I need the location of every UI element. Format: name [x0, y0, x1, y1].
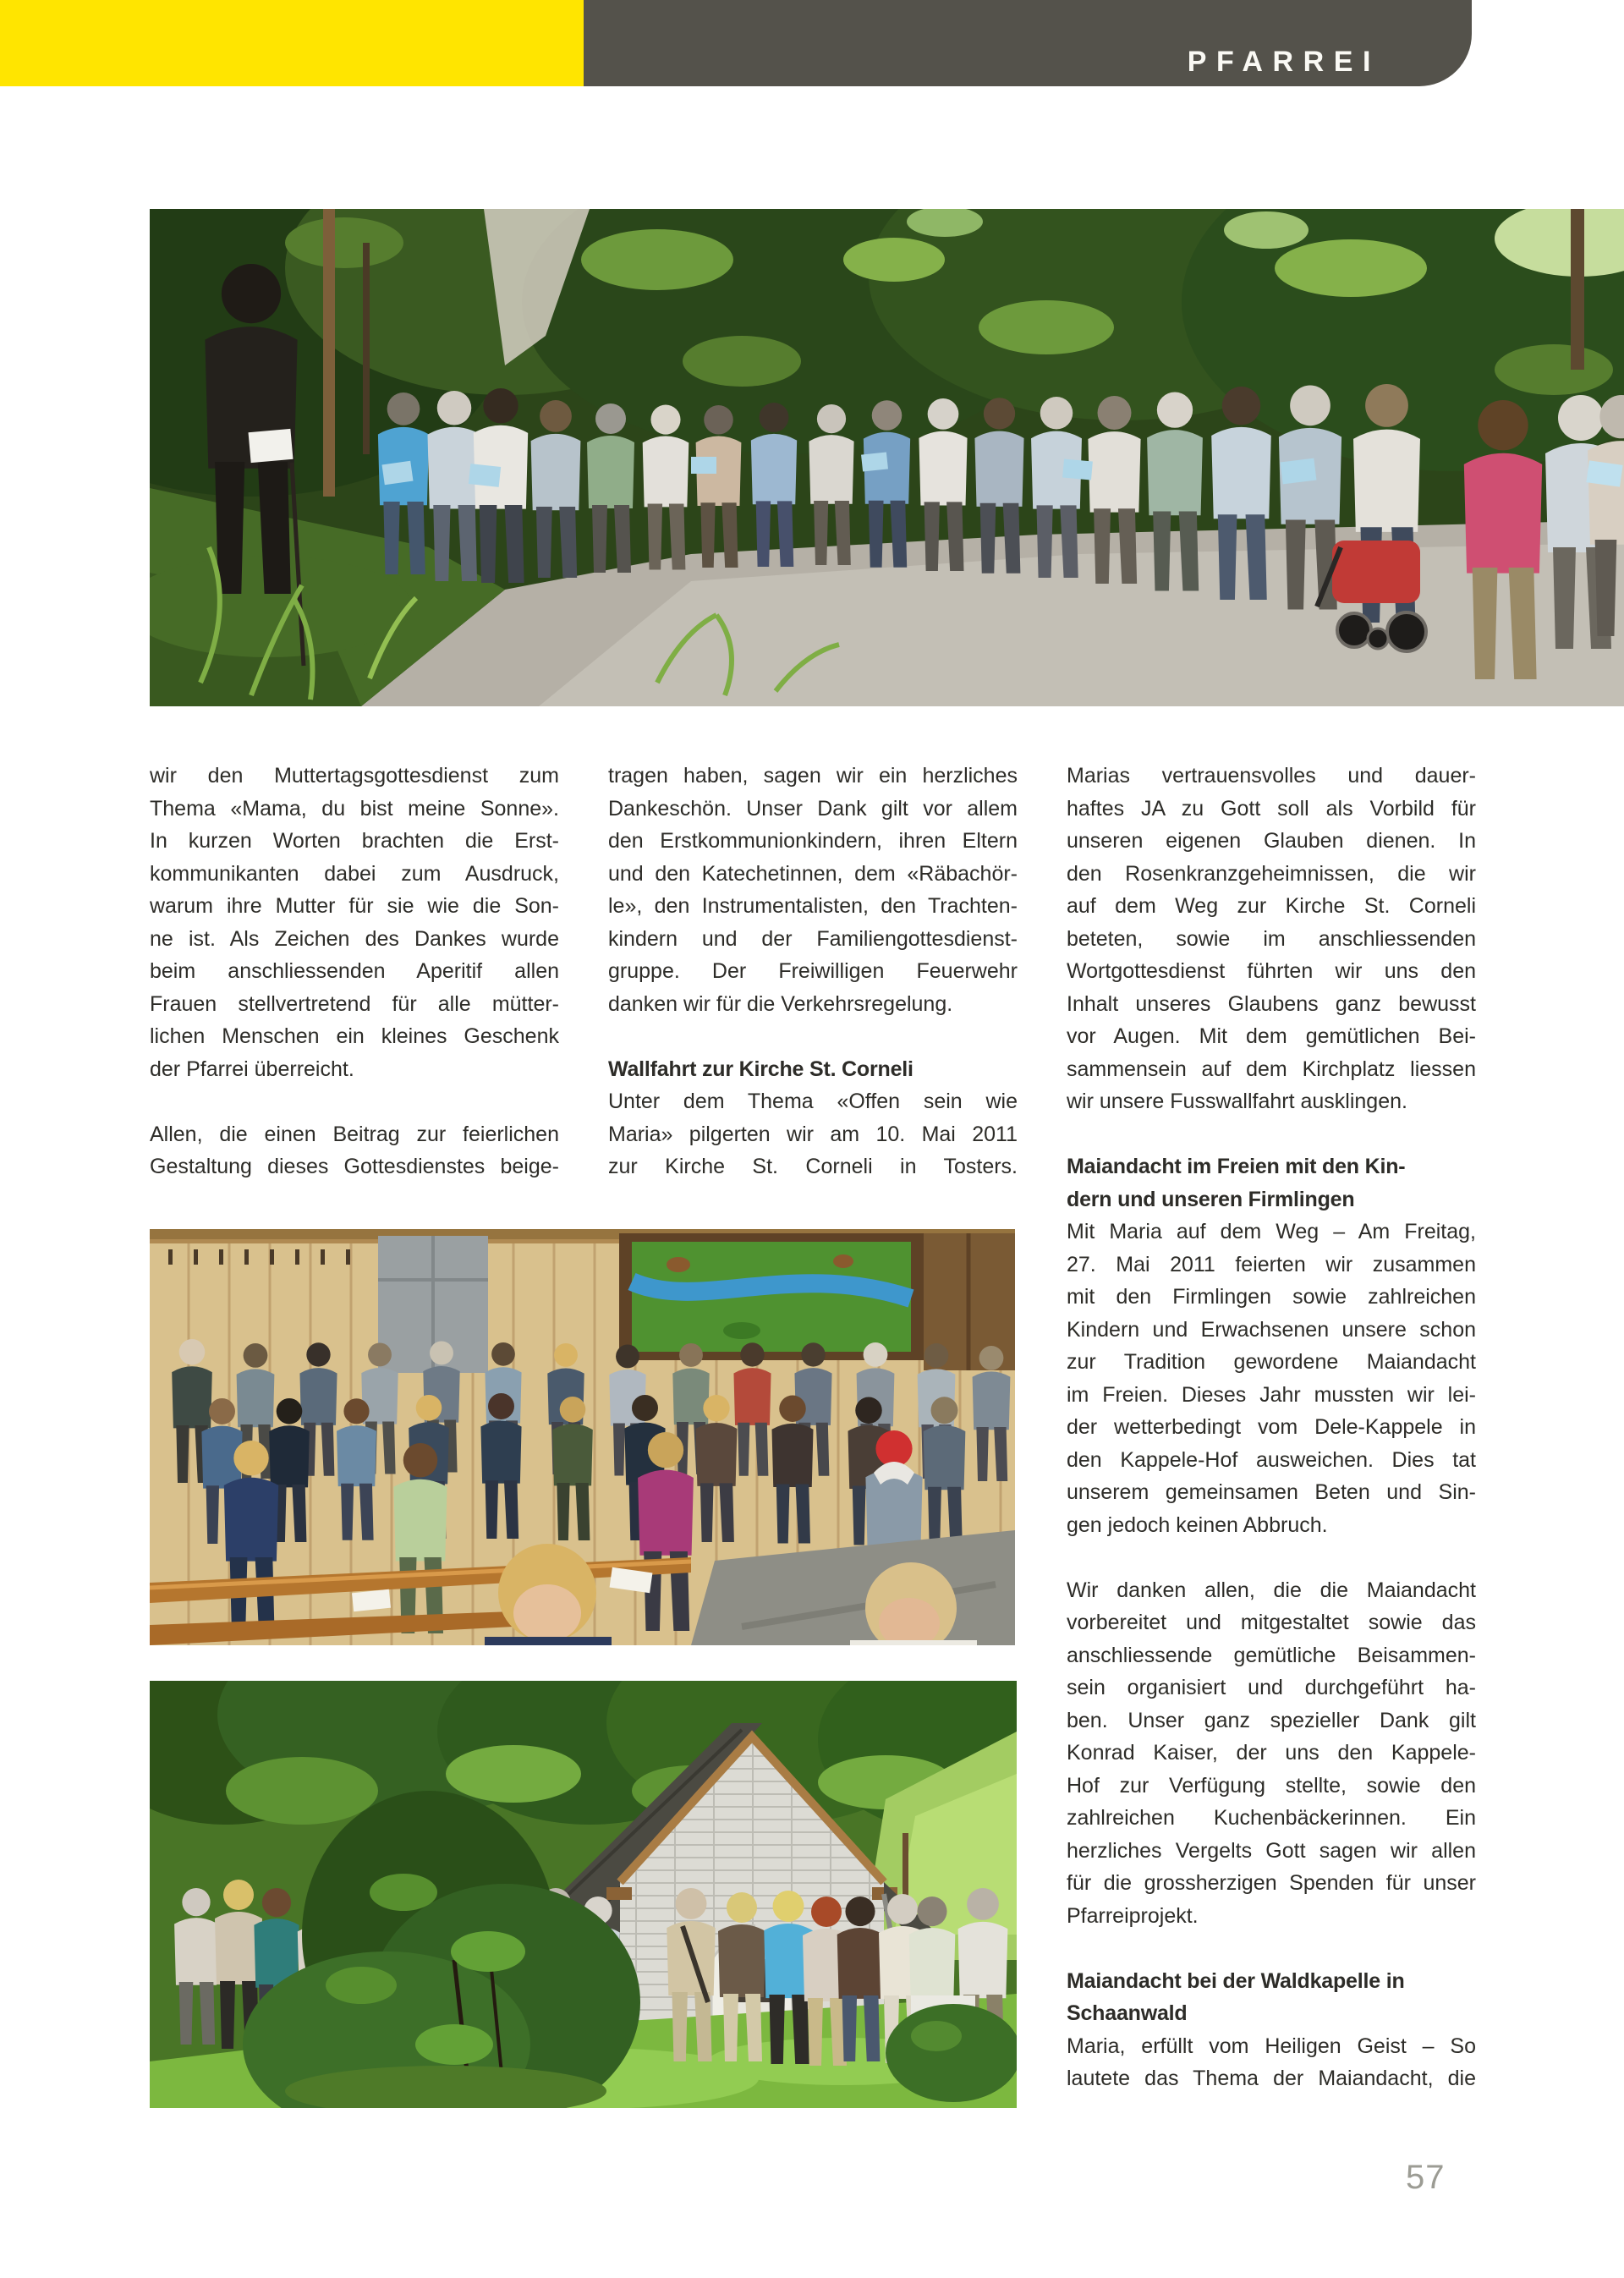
- body-line: tragen haben, sagen wir ein herzliches: [608, 764, 1018, 788]
- body-line: lichen Menschen ein kleines Geschenk: [150, 1024, 559, 1048]
- page-number: 57: [1406, 2159, 1446, 2196]
- body-line: im Freien. Dieses Jahr mussten wir lei-: [1067, 1382, 1476, 1407]
- body-line: unseren eigenen Glauben dienen. In: [1067, 829, 1476, 853]
- text-column-1: [150, 760, 559, 1183]
- body-line: wir den Muttertagsgottesdienst zum: [150, 764, 559, 788]
- body-line: zur Tradition gewordene Maiandacht: [1067, 1350, 1476, 1374]
- heading-line: Wallfahrt zur Kirche St. Corneli: [608, 1057, 914, 1081]
- body-line: le», den Instrumentalisten, den Trachten-: [608, 894, 1018, 918]
- body-line: In kurzen Worten brachten die Erst-: [150, 829, 559, 853]
- heading-line: Schaanwald: [1067, 2001, 1188, 2025]
- body-line: zur Kirche St. Corneli in Tosters.: [608, 1155, 1018, 1178]
- heading-line: Maiandacht bei der Waldkapelle in: [1067, 1968, 1405, 1993]
- body-line: Wir danken allen, die die Maiandacht: [1067, 1578, 1476, 1602]
- body-line: Kindern und Erwachsenen unsere schon: [1067, 1317, 1476, 1342]
- photo-forest-gathering: [150, 209, 1624, 706]
- paragraph: [150, 1118, 559, 1183]
- paragraph-with-heading: [608, 1053, 1018, 1183]
- body-line: zahlreichen Kuchenbäckerinnen. Ein: [1067, 1806, 1476, 1830]
- paragraph: [608, 760, 1018, 1020]
- body-line: auf dem Weg zur Kirche St. Corneli: [1067, 894, 1476, 918]
- body-line: Wortgottesdienst führten wir uns den: [1067, 959, 1476, 983]
- paragraph-with-heading: [1067, 1965, 1476, 2095]
- body-line: sein organisiert und durchgeführt ha-: [1067, 1676, 1476, 1699]
- body-line: den Rosenkranzgeheimnissen, die wir: [1067, 861, 1476, 886]
- body-line: Maria» pilgerten wir am 10. Mai 2011: [608, 1122, 1018, 1146]
- body-line: Frauen stellvertretend für alle mütter-: [150, 991, 559, 1016]
- heading-line: Maiandacht im Freien mit den Kin-: [1067, 1155, 1406, 1178]
- body-line: mit den Firmlingen sowie zahlreichen: [1067, 1285, 1476, 1309]
- body-line: anschliessende gemütliche Beisammen-: [1067, 1643, 1476, 1667]
- body-line: Mit Maria auf dem Weg – Am Freitag,: [1067, 1220, 1476, 1243]
- body-line: Konrad Kaiser, der uns den Kappele-: [1067, 1741, 1476, 1765]
- body-line: lautete das Thema der Maiandacht, die: [1067, 2067, 1476, 2090]
- body-line: ben. Unser ganz spezieller Dank gilt: [1067, 1708, 1476, 1732]
- body-line: wir unsere Fusswallfahrt ausklingen.: [1067, 1090, 1407, 1113]
- text-column-2: [608, 760, 1018, 1183]
- body-line: herzliches Vergelts Gott sagen wir allen: [1067, 1838, 1476, 1863]
- body-line: den Erstkommunionkindern, ihren Eltern: [608, 829, 1018, 853]
- body-line: gruppe. Der Freiwilligen Feuerwehr: [608, 959, 1018, 983]
- body-line: ne ist. Als Zeichen des Dankes wurde: [150, 926, 559, 951]
- body-line: für die grossherzigen Spenden für unser: [1067, 1871, 1476, 1895]
- header-accent-bar: [0, 0, 584, 86]
- body-line: unserem gemeinsamen Beten und Sin-: [1067, 1480, 1476, 1504]
- body-line: und den Katechetinnen, dem «Räbachör-: [608, 861, 1018, 886]
- body-line: der wetterbedingt vom Dele-Kappele in: [1067, 1415, 1476, 1439]
- body-line: sammensein auf dem Kirchplatz liessen: [1067, 1057, 1476, 1081]
- body-line: Gestaltung dieses Gottesdienstes beige-: [150, 1155, 559, 1178]
- body-line: Unter dem Thema «Offen sein wie: [608, 1090, 1018, 1113]
- body-line: 27. Mai 2011 feierten wir zusammen: [1067, 1252, 1476, 1276]
- wall-mural: [619, 1233, 924, 1360]
- header-category-bar: [584, 0, 1472, 86]
- paragraph: [1067, 760, 1476, 1118]
- body-line: warum ihre Mutter für sie wie die Son-: [150, 894, 559, 918]
- body-line: vorbereitet und mitgestaltet sowie das: [1067, 1611, 1476, 1634]
- paragraph-with-heading: [1067, 1150, 1476, 1541]
- text-column-3: [1067, 760, 1476, 2095]
- body-line: Allen, die einen Beitrag zur feierlichen: [150, 1122, 559, 1146]
- photo-chapel-meadow: [150, 1681, 1017, 2108]
- body-line: Marias vertrauensvolles und dauer-: [1067, 764, 1476, 788]
- body-line: Maria, erfüllt vom Heiligen Geist – So: [1067, 2034, 1476, 2058]
- body-line: der Pfarrei überreicht.: [150, 1057, 354, 1081]
- body-line: den Kappele-Hof ausweichen. Dies tat: [1067, 1447, 1476, 1472]
- body-line: Thema «Mama, du bist meine Sonne».: [150, 796, 559, 821]
- body-line: kommunikanten dabei zum Ausdruck,: [150, 861, 559, 886]
- body-line: beteten, sowie im anschliessenden: [1067, 926, 1476, 951]
- body-line: Pfarreiprojekt.: [1067, 1903, 1199, 1928]
- body-line: beim anschliessenden Aperitif allen: [150, 959, 559, 983]
- body-line: kindern und der Familiengottesdienst-: [608, 926, 1018, 951]
- body-line: gen jedoch keinen Abbruch.: [1067, 1512, 1328, 1537]
- body-line: Hof zur Verfügung stellte, sowie den: [1067, 1773, 1476, 1798]
- body-line: haftes JA zu Gott soll als Vorbild für: [1067, 796, 1476, 821]
- section-title: PFARREI: [1187, 46, 1380, 78]
- body-line: Dankeschön. Unser Dank gilt vor allem: [608, 796, 1018, 821]
- paragraph: [150, 760, 559, 1085]
- heading-line: dern und unseren Firmlingen: [1067, 1187, 1355, 1211]
- body-line: vor Augen. Mit dem gemütlichen Bei-: [1067, 1024, 1476, 1048]
- body-line: danken wir für die Verkehrsregelung.: [608, 991, 953, 1016]
- body-line: Inhalt unseres Glaubens ganz bewusst: [1067, 991, 1476, 1016]
- paragraph: [1067, 1574, 1476, 1933]
- photo-children-hall: [150, 1229, 1015, 1645]
